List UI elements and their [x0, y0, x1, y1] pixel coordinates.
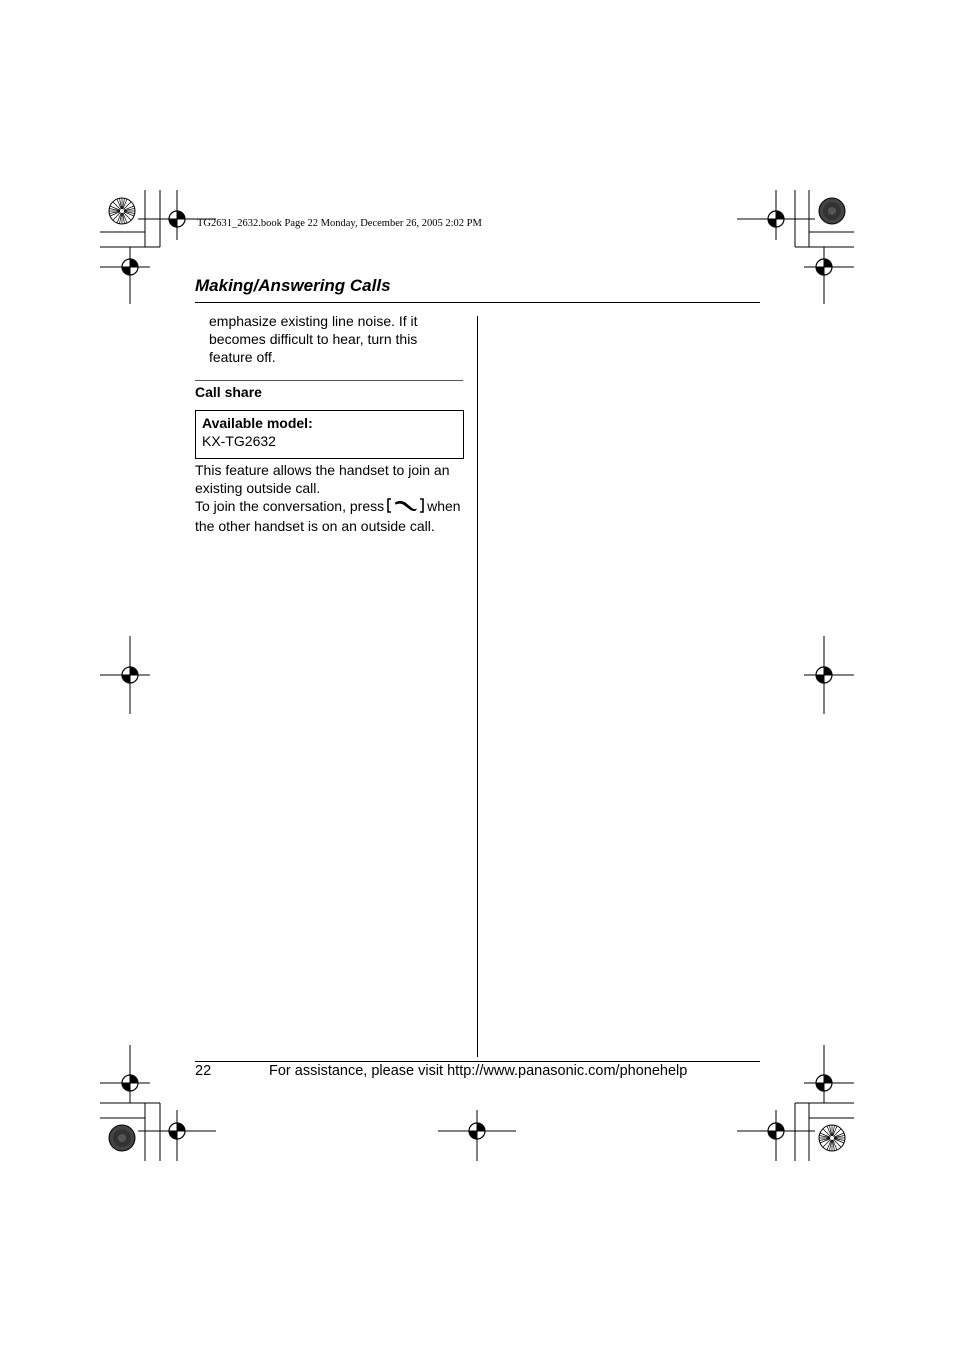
header-rule — [195, 302, 760, 303]
call-share-instruction — [195, 497, 467, 535]
call-share-description: This feature allows the handset to join an existing outside call. — [195, 462, 450, 496]
footer-assistance-text: For assistance, please visit http://www.panasonic.com/phonehelp — [269, 1063, 688, 1079]
page-number: 22 — [195, 1063, 212, 1079]
section-title: Making/Answering Calls — [195, 276, 391, 295]
instruction-text-after: when the other handset is on an outside call. — [195, 498, 461, 534]
column-divider — [477, 316, 478, 1057]
instruction-text-before: To join the conversation, press — [195, 498, 385, 514]
call-share-heading: Call share — [195, 384, 262, 400]
continuation-text: emphasize existing line noise. If it becomes difficult to hear, turn this feature off. — [209, 313, 418, 365]
available-model-label: Available model: — [202, 415, 313, 431]
talk-button-icon — [387, 498, 424, 517]
section-separator — [195, 380, 463, 381]
available-model-box — [195, 410, 464, 459]
available-model-value: KX-TG2632 — [202, 433, 276, 449]
print-slug: TG2631_2632.book Page 22 Monday, December 26, 2005 2:02 PM — [197, 218, 482, 229]
